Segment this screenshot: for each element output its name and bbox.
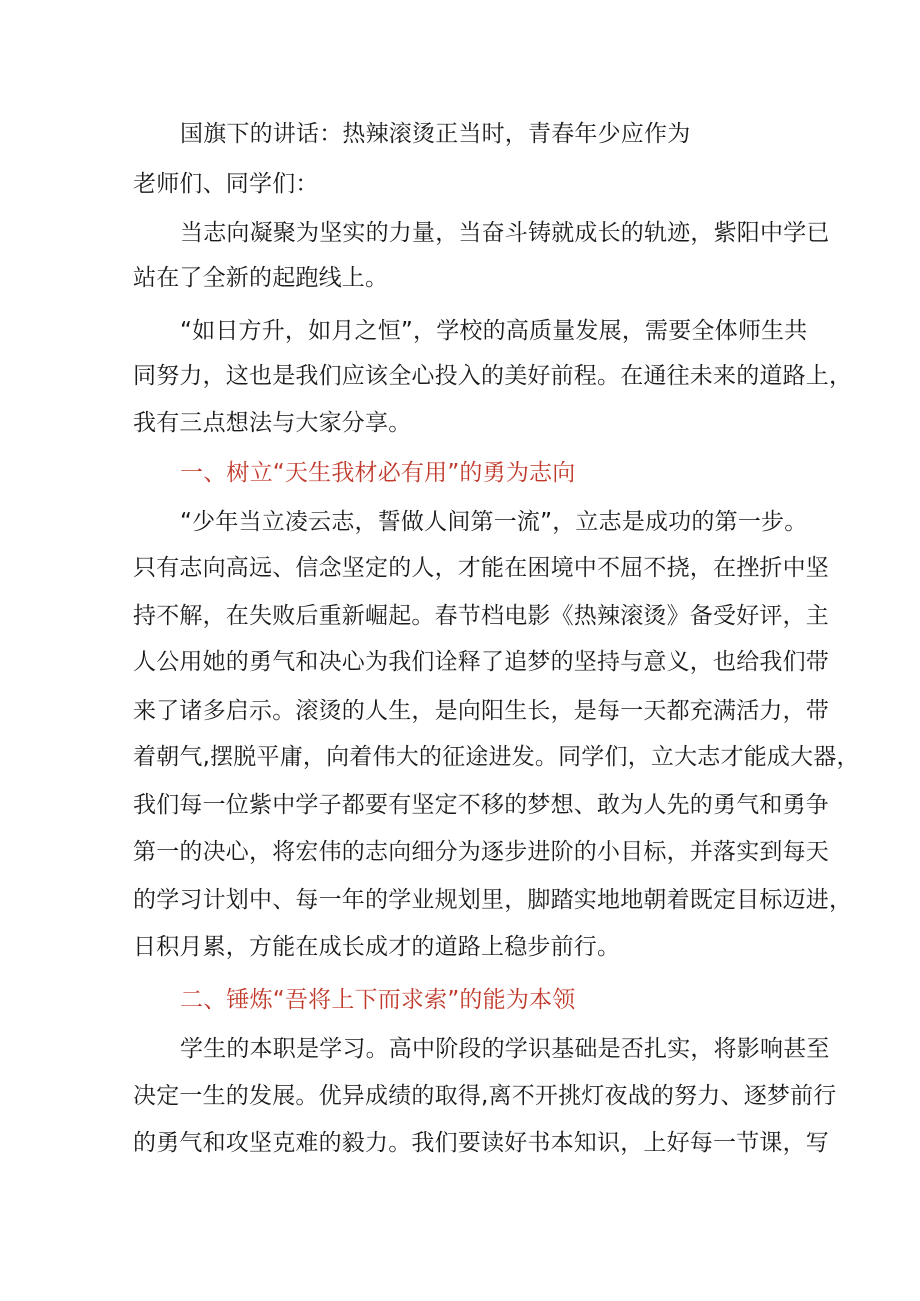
section-1-line: 人公用她的勇气和决心为我们诠释了追梦的坚持与意义，也给我们带 [133, 649, 829, 675]
section-heading-2: 二、锤炼“吾将上下而求索”的能为本领 [180, 987, 576, 1013]
section-1-line: 日积月累，方能在成长成才的道路上稳步前行。 [133, 934, 621, 960]
salutation: 老师们、同学们： [133, 171, 319, 197]
section-1-line: 来了诸多启示。滚烫的人生，是向阳生长，是每一天都充满活力，带 [133, 698, 829, 724]
section-1-line: “少年当立凌云志，誓做人间第一流”，立志是成功的第一步。 [180, 509, 808, 535]
section-2-line: 学生的本职是学习。高中阶段的学识基础是否扎实，将影响甚至 [180, 1036, 830, 1062]
intro-line: 当志向凝聚为坚实的力量，当奋斗铸就成长的轨迹，紫阳中学已 [180, 220, 830, 246]
speech-title: 国旗下的讲话：热辣滚烫正当时，青春年少应作为 [180, 121, 691, 147]
section-1-line: 我们每一位紫中学子都要有坚定不移的梦想、敢为人先的勇气和勇争 [133, 792, 829, 818]
section-1-line: 着朝气,摆脱平庸，向着伟大的征途进发。同学们，立大志才能成大器， [133, 744, 860, 770]
paragraph-line: 我有三点想法与大家分享。 [133, 410, 412, 436]
intro-line: 站在了全新的起跑线上。 [133, 265, 389, 291]
paragraph-line: “如日方升，如月之恒”，学校的高质量发展，需要全体师生共 [180, 318, 808, 344]
section-heading-1: 一、树立“天生我材必有用”的勇为志向 [180, 460, 576, 486]
section-1-line: 持不解，在失败后重新崛起。春节档电影《热辣滚烫》备受好评，主 [133, 603, 829, 629]
section-2-line: 决定一生的发展。优异成绩的取得,离不开挑灯夜战的努力、逐梦前行 [133, 1083, 837, 1109]
section-1-line: 的学习计划中、每一年的学业规划里，脚踏实地地朝着既定目标迈进， [133, 887, 853, 913]
paragraph-line: 同努力，这也是我们应该全心投入的美好前程。在通往未来的道路上， [133, 363, 853, 389]
section-2-line: 的勇气和攻坚克难的毅力。我们要读好书本知识，上好每一节课，写 [133, 1130, 829, 1156]
section-1-line: 只有志向高远、信念坚定的人，才能在困境中不屈不挠，在挫折中坚 [133, 555, 829, 581]
section-1-line: 第一的决心，将宏伟的志向细分为逐步进阶的小目标，并落实到每天 [133, 839, 829, 865]
